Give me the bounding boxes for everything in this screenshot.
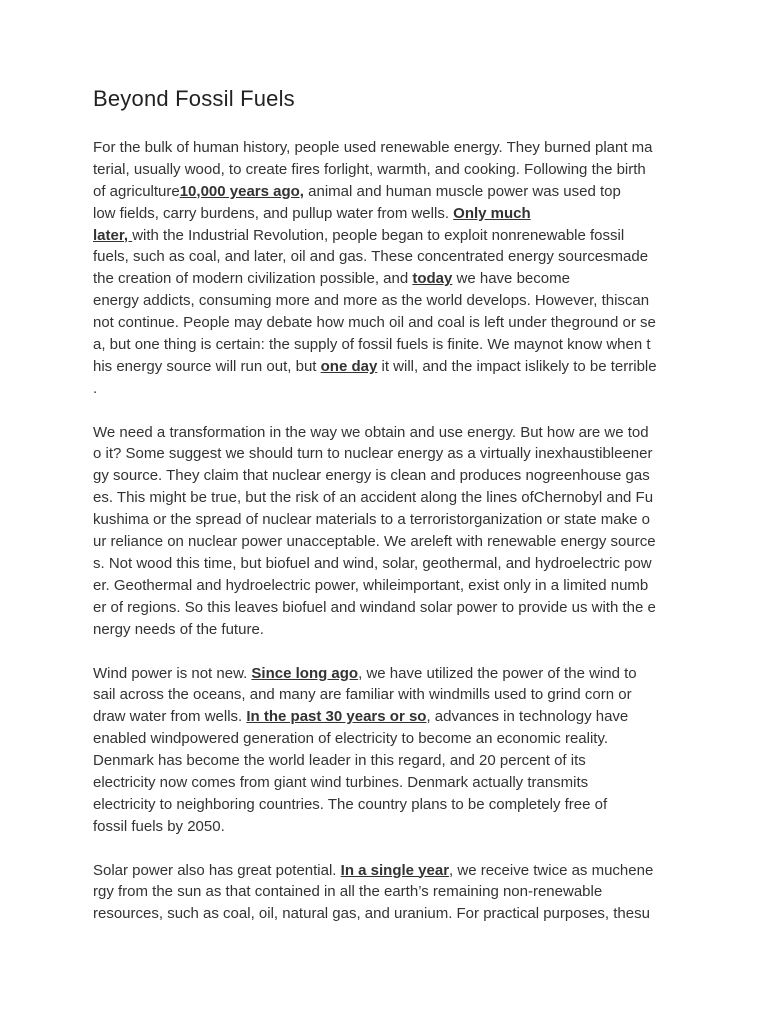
text-line [93,465,656,487]
text-line [93,816,637,838]
text-segment: sail across the oceans, and many are familiar with windmills used to grind corn or [93,686,632,704]
text-segment: of agriculture [93,182,180,200]
text-line [93,860,653,882]
text-segment: For the bulk of human history, people used renewable energy. They burned plant ma [93,139,653,156]
text-segment: resources, such as coal, oil, natural gas, and uranium. For practical purposes, thesu [93,905,650,923]
text-segment: , we have utilized the power of the wind to [358,664,637,682]
text-line [93,137,657,159]
text-line [93,728,637,750]
text-segment: , advances in technology have [426,708,629,726]
text-line [93,159,657,181]
text-segment: nergy needs of the future. [93,620,264,638]
text-line [93,663,637,685]
highlighted-phrase: In a single year [340,861,450,879]
text-line [93,794,637,816]
page-title: Beyond Fossil Fuels [93,86,295,111]
text-segment: with the Industrial Revolution, people began to exploit nonrenewable fossil [132,226,625,244]
highlighted-phrase: In the past 30 years or so [246,708,427,726]
highlighted-phrase: Since long ago [251,664,359,682]
text-segment: fuels, such as coal, and later, oil and gas. These concentrated energy sourcesmade [93,248,649,266]
text-line [93,246,657,268]
text-line [93,903,653,925]
highlighted-phrase: one day [320,357,378,375]
text-segment: Wind power is not new. [93,664,252,682]
text-line [93,225,657,247]
text-segment: Denmark has become the world leader in this regard, and 20 percent of its [93,752,586,770]
text-segment: . [93,379,98,397]
text-line [93,356,657,378]
text-line [93,772,637,794]
text-segment: electricity to neighboring countries. The country plans to be completely free of [93,795,608,813]
text-segment: a, but one thing is certain: the supply of fossil fuels is finite. We maynot know when t [93,336,651,354]
paragraph-1 [93,137,657,400]
text-segment: low fields, carry burdens, and pullup water from wells. [93,204,454,222]
text-line [93,575,656,597]
text-line [93,684,637,706]
text-segment: We need a transformation in the way we obtain and use energy. But how are we tod [93,423,649,441]
text-line [93,619,656,641]
text-segment: ur reliance on nuclear power unacceptable. We areleft with renewable energy source [93,532,656,550]
text-line [93,531,656,553]
text-line [93,881,653,903]
text-line [93,487,656,509]
text-line [93,422,656,444]
highlighted-phrase: 10,000 years ago, [179,182,304,200]
text-segment: it will, and the impact islikely to be terrible [377,357,657,375]
text-segment: er of regions. So this leaves biofuel and windand solar power to provide us with the e [93,598,656,616]
text-segment: the creation of modern civilization possible, and [93,270,413,288]
paragraph-3 [93,663,637,838]
text-segment: fossil fuels by 2050. [93,817,225,835]
text-segment: es. This might be true, but the risk of an accident along the lines ofChernobyl and Fu [93,489,654,507]
text-line [93,553,656,575]
text-segment: , we receive twice as muchene [449,861,654,879]
text-segment: rgy from the sun as that contained in all the earth’s remaining non-renewable [93,883,603,901]
text-segment: kushima or the spread of nuclear materials to a terroristorganization or state make o [93,511,650,529]
text-segment: terial, usually wood, to create fires forlight, warmth, and cooking. Following the birth [93,160,646,178]
paragraph-4 [93,860,653,926]
text-line [93,203,657,225]
text-line [93,290,657,312]
text-line [93,334,657,356]
text-line [93,268,657,290]
text-line [93,706,637,728]
text-segment: o it? Some suggest we should turn to nuclear energy as a virtually inexhaustibleener [93,445,653,463]
text-segment: Solar power also has great potential. [93,861,341,879]
text-segment: his energy source will run out, but [93,357,321,375]
paragraph-2 [93,422,656,641]
text-segment: er. Geothermal and hydroelectric power, whileimportant, exist only in a limited numb [93,576,649,594]
text-line [93,750,637,772]
text-segment: draw water from wells. [93,708,247,726]
text-segment: electricity now comes from giant wind turbines. Denmark actually transmits [93,773,589,791]
text-segment: enabled windpowered generation of electricity to become an economic reality. [93,730,609,748]
text-line [93,509,656,531]
text-segment: we have become [452,270,570,288]
highlighted-phrase: Only much [453,204,531,222]
text-line [93,181,657,203]
highlighted-phrase: today [412,270,453,288]
text-line [93,597,656,619]
text-segment: not continue. People may debate how much oil and coal is left under theground or se [93,314,656,332]
text-segment: gy source. They claim that nuclear energy is clean and produces nogreenhouse gas [93,467,650,485]
text-segment: energy addicts, consuming more and more as the world develops. However, thiscan [93,292,650,310]
text-segment: s. Not wood this time, but biofuel and wind, solar, geothermal, and hydroelectric pow [93,554,652,572]
text-line [93,443,656,465]
text-segment: animal and human muscle power was used top [303,182,621,200]
text-line [93,378,657,400]
text-line [93,312,657,334]
highlighted-phrase: later, [93,226,133,244]
